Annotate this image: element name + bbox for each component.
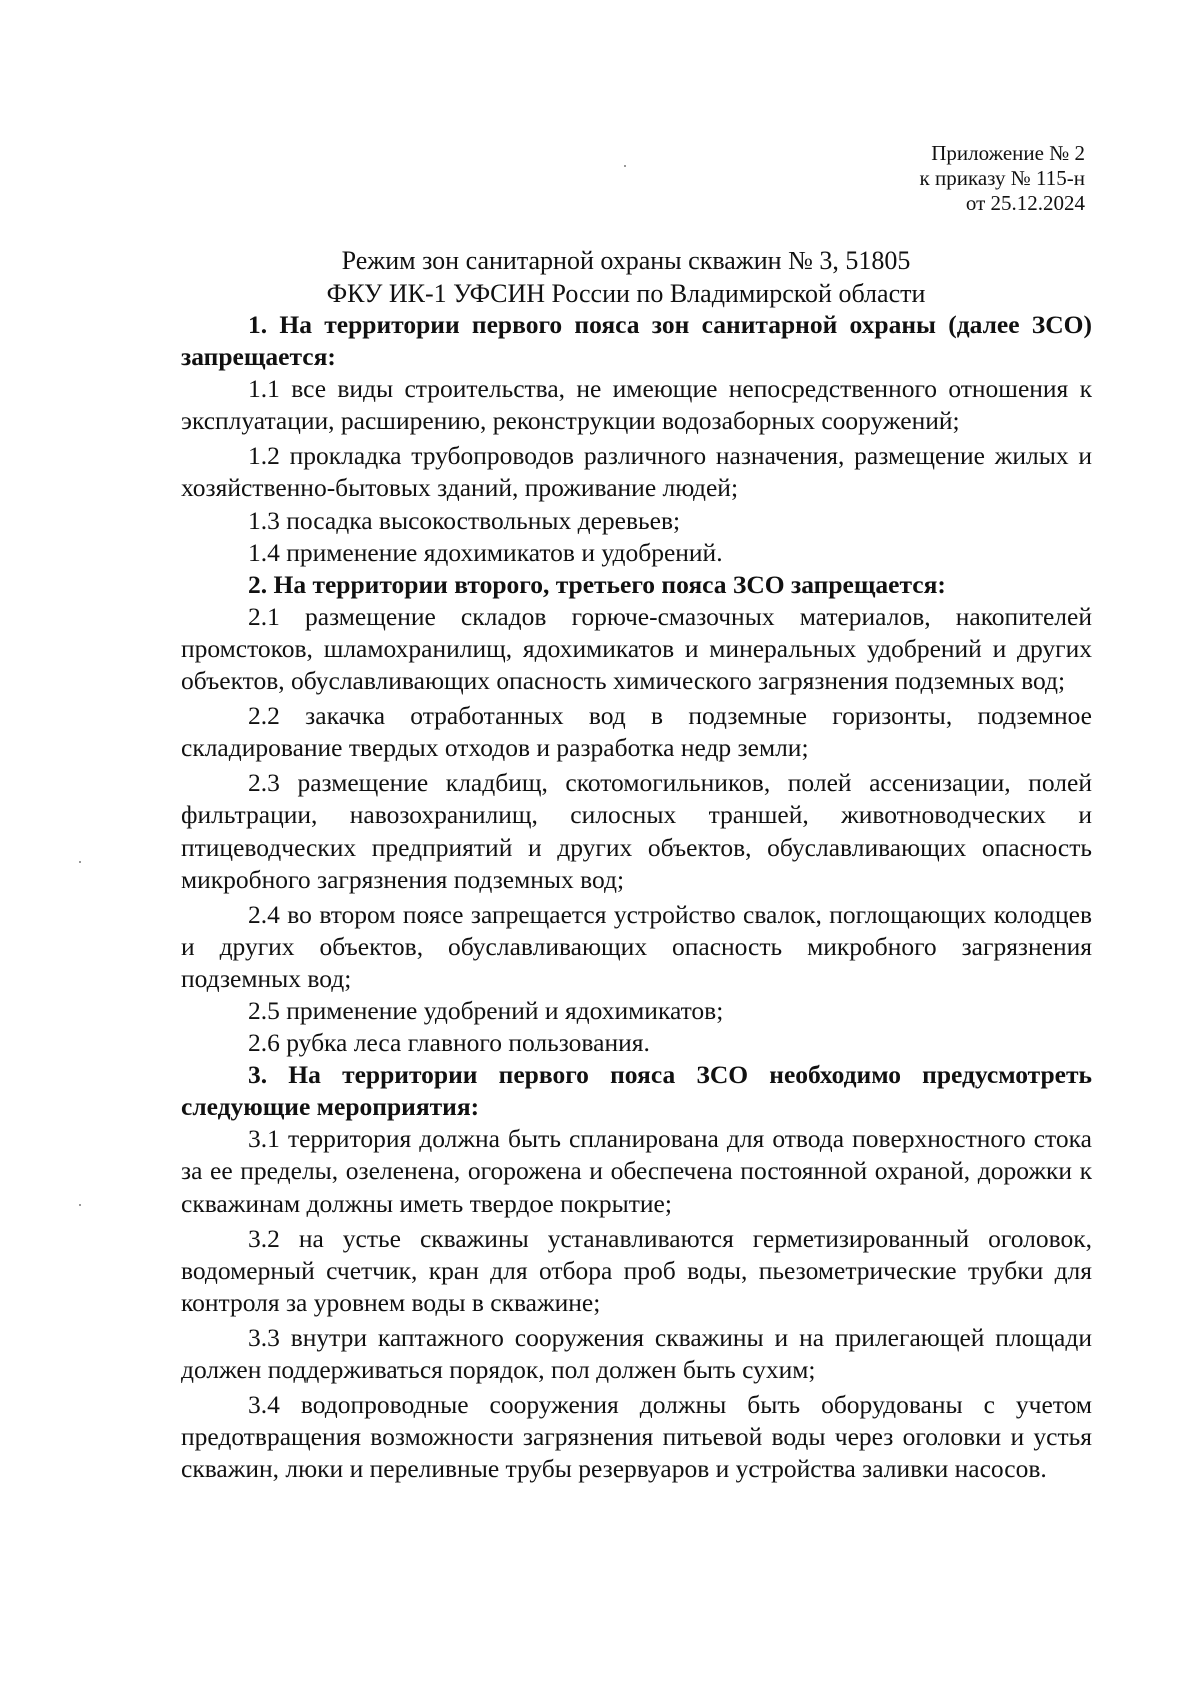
section-item: 3.4 водопроводные сооружения должны быть оборудованы с учетом предотвращения возможности загрязнения питьевой воды через оголовки и устья скважин, люки и переливные трубы резервуаров и устройства заливки насосов. [181,1390,1092,1484]
document-body [181,309,1092,1485]
section-item: 2.4 во втором поясе запрещается устройство свалок, поглощающих колодцев и других объектов, обуславливающих опасность микробного загрязнения подземных вод; [181,899,1092,993]
section-item: 3.2 на устье скважины устанавливаются герметизированный оголовок, водомерный счетчик, кран для отбора проб воды, пьезометрические трубки для контроля за уровнем воды в скважине; [181,1223,1092,1317]
document-title [170,244,1082,310]
section-item: 1.3 посадка высокоствольных деревьев; [248,505,681,535]
section-heading: 3. На территории первого пояса ЗСО необходимо предусмотреть следующие мероприятия: [181,1060,1092,1122]
scan-speck [624,165,626,167]
section-item: 2.2 закачка отработанных вод в подземные горизонты, подземное складирование твердых отходов и разработка недр земли; [181,701,1092,763]
section-item: 2.3 размещение кладбищ, скотомогильников, полей ассенизации, полей фильтрации, навозохранилищ, силосных траншей, животноводческих и птицеводческих предприятий и других объектов, обуславливающих опасность микробного загрязнения подземных вод; [181,768,1092,894]
appendix-number: Приложение № 2 [931,141,1085,165]
section-item: 2.5 применение удобрений и ядохимикатов; [248,995,724,1025]
section-heading: 2. На территории второго, третьего пояса ЗСО запрещается: [248,569,946,599]
section-item: 1.1 все виды строительства, не имеющие непосредственного отношения к эксплуатации, расширению, реконструкции водозаборных сооружений; [181,374,1092,436]
section-item: 3.3 внутри каптажного сооружения скважины и на прилегающей площади должен поддерживаться порядок, пол должен быть сухим; [181,1322,1092,1384]
section-item: 1.4 применение ядохимикатов и удобрений. [248,537,723,567]
appendix-reference [920,141,1085,216]
order-date: от 25.12.2024 [965,191,1085,215]
scan-speck [79,861,81,863]
order-number: к приказу № 115-н [919,166,1085,190]
section-item: 2.6 рубка леса главного пользования. [248,1028,650,1058]
section-item: 1.2 прокладка трубопроводов различного назначения, размещение жилых и хозяйственно-бытовых зданий, проживание людей; [181,441,1092,503]
scan-speck [79,1204,81,1206]
title-line-2: ФКУ ИК-1 УФСИН России по Владимирской области [326,279,926,308]
section-item: 2.1 размещение складов горюче-смазочных материалов, накопителей промстоков, шламохранилищ, ядохимикатов и минеральных удобрений и других объектов, обуславливающих опасность химического загрязнения подземных вод; [181,601,1092,696]
title-line-1: Режим зон санитарной охраны скважин № 3, 51805 [341,246,911,275]
section-item: 3.1 территория должна быть спланирована для отвода поверхностного стока за ее пределы, озеленена, огорожена и обеспечена постоянной охраной, дорожки к скважинам должны иметь твердое покрытие; [181,1124,1092,1218]
section-heading: 1. На территории первого пояса зон санитарной охраны (далее ЗСО) запрещается: [181,310,1092,372]
